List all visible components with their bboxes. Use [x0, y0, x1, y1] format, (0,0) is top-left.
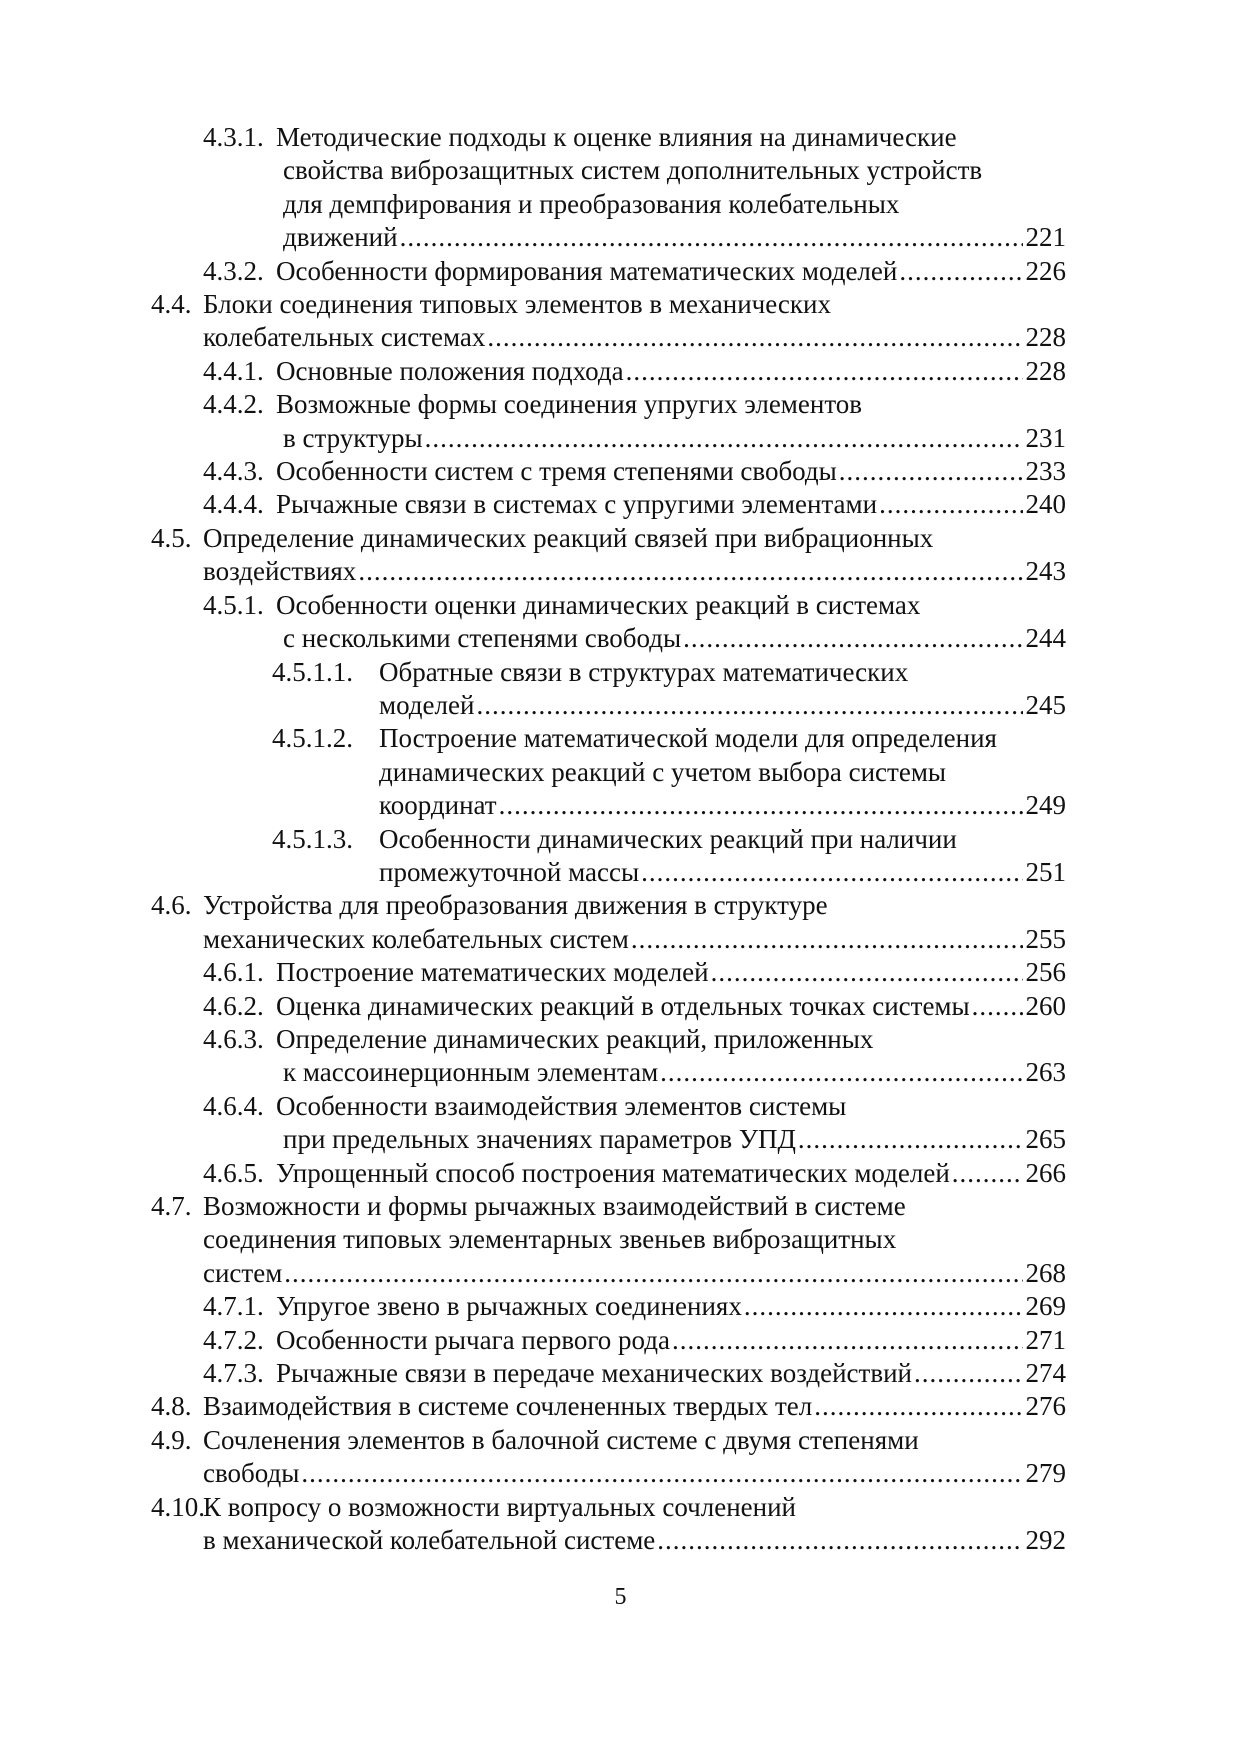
toc-entry-number: 4.4.2. — [203, 389, 264, 420]
toc-entry[interactable] — [0, 388, 1241, 455]
toc-entry-page: 221 — [1025, 222, 1066, 253]
toc-entry-title-line: Построение математической модели для определения — [379, 723, 997, 754]
toc-entry-title-line: систем — [203, 1257, 283, 1288]
toc-entry[interactable] — [0, 889, 1241, 956]
toc-entry-title-line: Особенности систем с тремя степенями свободы — [276, 456, 837, 487]
toc-entry-title-line: моделей — [379, 689, 475, 720]
dot-leader — [499, 789, 1023, 822]
toc-entry[interactable] — [0, 722, 1241, 822]
toc-entry-title — [379, 722, 1241, 822]
dot-leader — [626, 355, 1023, 388]
toc-entry-title-line: динамических реакций с учетом выбора системы — [379, 756, 947, 787]
dot-leader — [814, 1390, 1022, 1423]
toc-entry-title-line: Оценка динамических реакций в отдельных точках системы — [276, 990, 970, 1021]
dot-leader — [400, 221, 1023, 254]
toc-entry-title — [276, 990, 1241, 1023]
toc-entry[interactable] — [0, 1491, 1241, 1558]
toc-entry-page: 268 — [1025, 1257, 1066, 1288]
toc-entry-title-line: соединения типовых элементарных звеньев виброзащитных — [203, 1224, 897, 1255]
toc-entry-title-line: Особенности оценки динамических реакций в системах — [276, 589, 921, 620]
toc-entry-page: 233 — [1025, 456, 1066, 487]
toc-entry-number: 4.7.2. — [203, 1324, 264, 1355]
toc-entry-page: 226 — [1025, 255, 1066, 286]
toc-entry-title — [276, 455, 1241, 488]
toc-entry-title-line: Определение динамических реакций, приложенных — [276, 1023, 874, 1054]
toc-entry-title-line: Построение математических моделей — [276, 957, 709, 988]
dot-leader — [657, 1524, 1022, 1557]
toc-entry-title-line: механических колебательных систем — [203, 923, 629, 954]
toc-entry-title-line: Рычажные связи в передаче механических воздействий — [276, 1358, 912, 1389]
toc-entry[interactable] — [0, 589, 1241, 656]
toc-entry-page: 245 — [1025, 689, 1066, 720]
toc-entry-title-line: в механической колебательной системе — [203, 1525, 656, 1556]
toc-entry[interactable] — [0, 488, 1241, 521]
toc-entry-number: 4.8. — [151, 1391, 192, 1422]
toc-entry-title-line: Возможности и формы рычажных взаимодействий в системе — [203, 1191, 906, 1221]
toc-entry-title-line: к массоинерционным элементам — [283, 1057, 659, 1088]
dot-leader — [744, 1290, 1023, 1323]
toc-entry-title-line: Рычажные связи в системах с упругими элементами — [276, 489, 878, 520]
toc-entry-page: 265 — [1025, 1124, 1066, 1155]
toc-entry-page: 243 — [1025, 556, 1066, 587]
toc-entry[interactable] — [0, 1357, 1241, 1390]
toc-entry-page: 269 — [1025, 1291, 1066, 1322]
toc-entry-title-line: координат — [379, 790, 497, 821]
toc-entry-title — [203, 288, 1241, 355]
toc-entry[interactable] — [0, 1290, 1241, 1323]
toc-entry-number: 4.6.4. — [203, 1090, 264, 1121]
toc-entry-title — [276, 1157, 1241, 1190]
toc-entry-title — [276, 255, 1241, 288]
toc-entry[interactable] — [0, 1324, 1241, 1357]
toc-entry-title — [276, 1324, 1241, 1357]
toc-entry-title-line: Возможные формы соединения упругих элементов — [276, 389, 863, 420]
dot-leader — [660, 1056, 1022, 1089]
toc-entry-page: 251 — [1025, 856, 1066, 887]
toc-entry-title-line: Особенности взаимодействия элементов системы — [276, 1090, 847, 1121]
toc-entry[interactable] — [0, 255, 1241, 288]
dot-leader — [798, 1123, 1023, 1156]
toc-entry-number: 4.4.3. — [203, 456, 264, 487]
toc-entry-title-line: воздействиях — [203, 556, 357, 587]
page-number: 5 — [614, 1584, 627, 1610]
toc-entry[interactable] — [0, 121, 1241, 255]
toc-entry-number: 4.7. — [151, 1191, 192, 1221]
toc-entry-title-line: Блоки соединения типовых элементов в механических — [203, 289, 831, 320]
toc-entry-number: 4.4.1. — [203, 355, 264, 386]
dot-leader — [284, 1257, 1022, 1290]
toc-entry-title-line: свойства виброзащитных систем дополнительных устройств — [283, 155, 983, 186]
dot-leader — [952, 1157, 1023, 1190]
toc-entry-number: 4.5. — [151, 522, 192, 553]
toc-entry-page: 231 — [1025, 422, 1066, 453]
dot-leader — [914, 1357, 1023, 1390]
toc-entry-title-line: Обратные связи в структурах математических — [379, 656, 909, 687]
toc-entry[interactable] — [0, 355, 1241, 388]
toc-entry[interactable] — [0, 1157, 1241, 1190]
dot-leader — [672, 1324, 1022, 1357]
toc-entry-number: 4.6.3. — [203, 1023, 264, 1054]
toc-entry-number: 4.6.5. — [203, 1157, 264, 1188]
toc-entry-page: 240 — [1025, 489, 1066, 520]
toc-entry[interactable] — [0, 1023, 1241, 1090]
dot-leader — [683, 622, 1022, 655]
toc-entry-page: 263 — [1025, 1057, 1066, 1088]
toc-entry-title — [203, 889, 1241, 956]
toc-entry-title — [276, 121, 1241, 255]
toc-entry[interactable] — [0, 956, 1241, 989]
toc-entry-title-line: свободы — [203, 1458, 300, 1489]
toc-entry-page: 266 — [1025, 1157, 1066, 1188]
dot-leader — [879, 488, 1022, 521]
toc-entry-page: 244 — [1025, 623, 1066, 654]
toc-entry-title — [379, 823, 1241, 890]
toc-entry-title-line: Особенности рычага первого рода — [276, 1324, 671, 1355]
toc-entry[interactable] — [0, 1090, 1241, 1157]
toc-entry-title-line: колебательных системах — [203, 322, 486, 353]
toc-entry-title-line: Упругое звено в рычажных соединениях — [276, 1291, 742, 1322]
toc-entry-title-line: Основные положения подхода — [276, 355, 624, 386]
toc-entry-number: 4.4.4. — [203, 489, 264, 520]
toc-entry-number: 4.5.1.3. — [272, 823, 353, 854]
toc-entry-number: 4.7.3. — [203, 1358, 264, 1389]
toc-entry-page: 228 — [1025, 355, 1066, 386]
toc-entry[interactable] — [0, 522, 1241, 589]
toc-entry-title — [276, 355, 1241, 388]
toc-entry-title-line: с несколькими степенями свободы — [283, 623, 682, 654]
toc-entry-page: 228 — [1025, 322, 1066, 353]
toc-entry-number: 4.3.2. — [203, 255, 264, 286]
toc-entry-title — [379, 656, 1241, 723]
toc-entry-number: 4.7.1. — [203, 1291, 264, 1322]
toc-entry-title — [276, 1357, 1241, 1390]
toc-entry-number: 4.5.1. — [203, 589, 264, 620]
toc-entry-title — [276, 589, 1241, 656]
toc-entry-page: 292 — [1025, 1525, 1066, 1556]
toc-entry-title — [203, 1424, 1241, 1491]
toc-entry-title-line: промежуточной массы — [379, 856, 640, 887]
toc-entry[interactable] — [0, 656, 1241, 723]
toc-entry-title-line: Особенности формирования математических моделей — [276, 255, 898, 286]
toc-entry-number: 4.4. — [151, 289, 192, 320]
toc-entry-title — [276, 956, 1241, 989]
toc-entry-title — [203, 1390, 1241, 1423]
toc-entry-page: 255 — [1025, 923, 1066, 954]
toc-entry-title-line: Особенности динамических реакций при наличии — [379, 823, 957, 854]
dot-leader — [476, 689, 1022, 722]
toc-entry-title — [203, 1491, 1241, 1558]
toc-entry-title-line: Сочленения элементов в балочной системе с двумя степенями — [203, 1424, 919, 1455]
toc-entry[interactable] — [0, 1390, 1241, 1423]
toc-entry-number: 4.5.1.1. — [272, 656, 353, 687]
toc-entry-title-line: Определение динамических реакций связей при вибрационных — [203, 522, 934, 553]
toc-entry-page: 256 — [1025, 957, 1066, 988]
toc-entry-title — [276, 1023, 1241, 1090]
toc-entry-title — [276, 388, 1241, 455]
dot-leader — [358, 555, 1022, 588]
toc-entry-number: 4.5.1.2. — [272, 723, 353, 754]
toc-entry-title-line: для демпфирования и преобразования колебательных — [283, 188, 900, 219]
dot-leader — [425, 422, 1023, 455]
toc-entry-page: 274 — [1025, 1358, 1066, 1389]
dot-leader — [301, 1457, 1022, 1490]
toc-entry-title-line: при предельных значениях параметров УПД — [283, 1124, 796, 1155]
dot-leader — [899, 255, 1022, 288]
dot-leader — [711, 956, 1023, 989]
dot-leader — [487, 321, 1022, 354]
toc-entry-title-line: Упрощенный способ построения математических моделей — [276, 1157, 950, 1188]
toc-entry[interactable] — [0, 455, 1241, 488]
toc-entry-page: 260 — [1025, 990, 1066, 1021]
toc-entry-number: 4.10. — [151, 1491, 205, 1522]
toc-entry-title — [276, 1290, 1241, 1323]
toc-entry-title-line: движений — [283, 222, 398, 253]
toc-entry[interactable] — [0, 1424, 1241, 1491]
toc-entry-title-line: Устройства для преобразования движения в структуре — [203, 890, 828, 921]
toc-entry-title-line: К вопросу о возможности виртуальных сочленений — [203, 1491, 796, 1522]
toc-entry-number: 4.6.1. — [203, 957, 264, 988]
toc-entry[interactable] — [0, 823, 1241, 890]
table-of-contents — [0, 121, 1241, 1557]
toc-entry-page: 271 — [1025, 1324, 1066, 1355]
toc-entry-number: 4.3.1. — [203, 122, 264, 152]
dot-leader — [641, 856, 1022, 889]
toc-entry-title-line: в структуры — [283, 422, 423, 453]
toc-entry-number: 4.9. — [151, 1424, 192, 1455]
toc-entry-page: 276 — [1025, 1391, 1066, 1422]
dot-leader — [972, 990, 1023, 1023]
toc-entry[interactable] — [0, 288, 1241, 355]
toc-entry-page: 279 — [1025, 1458, 1066, 1489]
toc-entry-number: 4.6.2. — [203, 990, 264, 1021]
toc-entry[interactable] — [0, 990, 1241, 1023]
toc-entry-title-line: Взаимодействия в системе сочлененных твердых тел — [203, 1391, 813, 1422]
dot-leader — [631, 923, 1023, 956]
toc-entry-page: 249 — [1025, 790, 1066, 821]
toc-entry-title — [203, 1190, 1241, 1290]
toc-entry-title — [276, 488, 1241, 521]
toc-entry-title — [276, 1090, 1241, 1157]
toc-entry-title — [203, 522, 1241, 589]
dot-leader — [839, 455, 1023, 488]
toc-entry-number: 4.6. — [151, 890, 192, 921]
toc-entry[interactable] — [0, 1190, 1241, 1290]
toc-entry-title-line: Методические подходы к оценке влияния на динамические — [276, 122, 957, 152]
